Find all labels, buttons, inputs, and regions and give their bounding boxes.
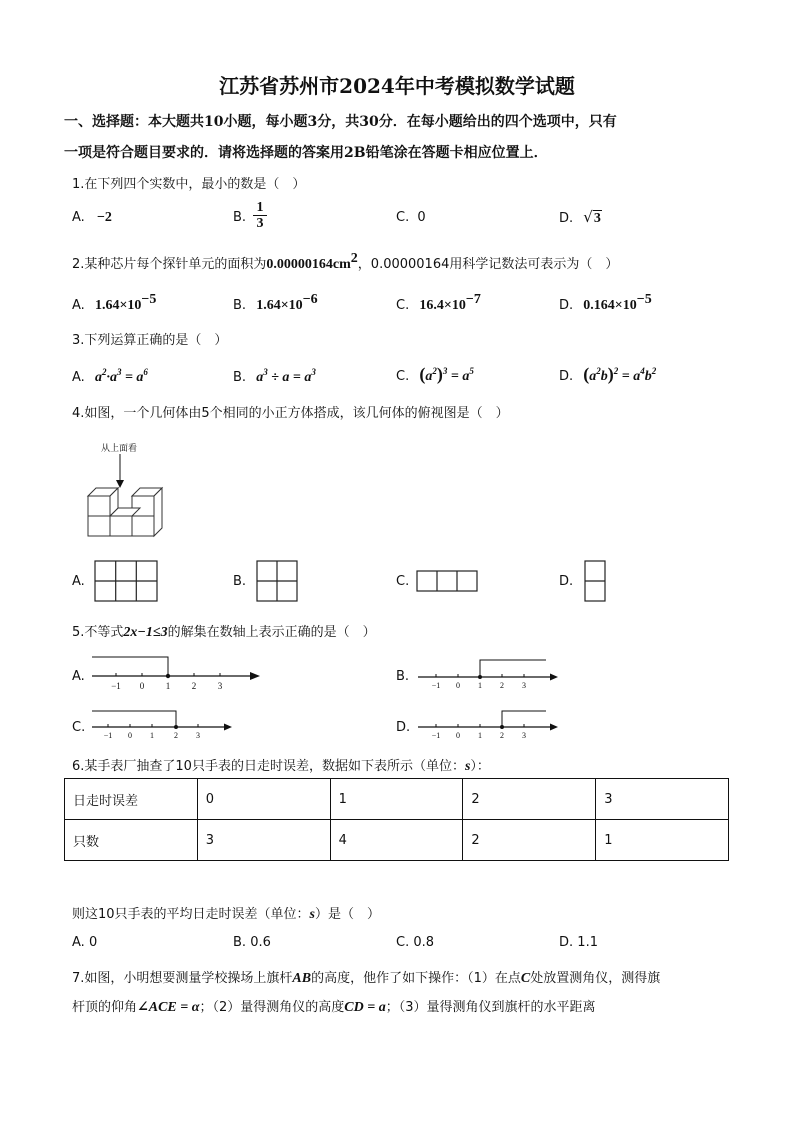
q3-option-a-label: A. (72, 370, 85, 385)
table-cell: 3 (197, 820, 330, 861)
q1-option-b-label: B. (233, 210, 247, 225)
q6-question-pre: 则这10只手表的平均日走时误差（单位： (72, 907, 310, 922)
q2-option-c-label: C. (396, 298, 410, 313)
q6-data-table (64, 778, 729, 861)
table-cell: 只数 (65, 820, 198, 861)
q2-option-c-exp: −7 (465, 292, 481, 307)
tick-label: 2 (500, 681, 504, 690)
q7-line1-a: 7.如图，小明想要测量学校操场上旗杆 (72, 971, 293, 986)
q3-option-c (396, 364, 474, 385)
q6-option-d-value: 1.1 (577, 935, 598, 950)
q5-stem (72, 621, 376, 641)
table-cell: 2 (463, 820, 596, 861)
q7-line2 (72, 996, 595, 1016)
page-title: 江苏省苏州市2024年中考模拟数学试题 (219, 74, 575, 98)
tick-label: 0 (139, 681, 145, 691)
tick-label: 1 (478, 681, 482, 690)
q5-option-a-label: A. (72, 669, 85, 684)
tick-label: −1 (431, 731, 441, 740)
section-header-line2: 一项是符合题目要求的．请将选择题的答案用2B铅笔涂在答题卡相应位置上． (64, 145, 548, 161)
q2-option-c-base: 16.4×10 (419, 298, 466, 313)
q2-option-d-exp: −5 (636, 292, 652, 307)
q4-option-c-label: C. (396, 574, 410, 589)
q7-line1-d: 处放置测角仪，测得旗 (530, 971, 661, 986)
tick-label: −1 (111, 681, 121, 691)
q2-option-a (72, 292, 156, 314)
table-cell: 2 (463, 779, 596, 820)
q2-option-b-base: 1.64×10 (256, 298, 303, 313)
tick-label: 1 (165, 681, 171, 691)
tick-label: −1 (103, 731, 113, 740)
q6-stem-pre: 6.某手表厂抽查了10只手表的日走时误差，数据如下表所示（单位： (72, 759, 465, 774)
q6-stem-post: ）： (470, 759, 490, 774)
q2-stem-post: ，0.00000164用科学记数法可表示为（ ） (357, 257, 619, 272)
q3-option-c-expr: $(a^2)^3 = a^5$ (419, 364, 474, 384)
q7-line2-angle: ∠ACE = α (137, 1000, 200, 1015)
q2-stem (72, 251, 618, 273)
q2-stem-pre: 2.某种芯片每个探针单元的面积为 (72, 257, 267, 272)
tick-label: 3 (522, 731, 526, 740)
q1-fraction-numerator: 1 (253, 200, 267, 216)
tick-label: 1 (150, 731, 154, 740)
q4-option-a-label: A. (72, 574, 85, 589)
q5-option-c-label: C. (72, 720, 86, 735)
table-cell: 1 (596, 820, 729, 861)
q7-line1-b: 的高度，他作了如下操作：（1）在点 (311, 971, 521, 986)
q3-option-a (72, 367, 148, 386)
q1-option-d-label: D. (559, 211, 574, 226)
table-cell: 日走时误差 (65, 779, 198, 820)
tick-label: 1 (478, 731, 482, 740)
q1-option-c-value: 0 (417, 210, 426, 225)
q2-option-b (233, 292, 318, 314)
q6-option-d-label: D. (559, 935, 574, 950)
q1-option-a (72, 210, 112, 226)
tick-label: 3 (522, 681, 526, 690)
table-cell: 1 (330, 779, 463, 820)
table-cell: 3 (596, 779, 729, 820)
q5-option-b-numberline (416, 656, 560, 692)
table-cell: 0 (197, 779, 330, 820)
q6-option-c (396, 935, 434, 950)
q1-stem: 1.在下列四个实数中，最小的数是（ ） (72, 177, 306, 192)
q1-option-a-label: A. (72, 210, 85, 225)
q6-question (72, 903, 380, 923)
q3-option-a-expr: $a^2\cdot a^3 = a^6$ (94, 367, 148, 385)
q1-option-d (559, 208, 602, 227)
q6-option-d (559, 935, 598, 950)
q5-option-b-label: B. (396, 669, 410, 684)
radical-icon: √ (583, 208, 593, 226)
tick-label: 0 (128, 731, 132, 740)
q5-stem-math: 2x−1≤3 (123, 625, 168, 640)
q1-option-c (396, 210, 426, 225)
q2-stem-math: 0.00000164cm (266, 257, 351, 272)
q6-option-a-label: A. (72, 935, 85, 950)
q3-option-d-expr: $(a^2b)^2 = a^4b^2$ (583, 364, 657, 384)
q6-option-b-label: B. (233, 935, 247, 950)
q5-option-a-numberline (90, 654, 262, 694)
q3-option-b-label: B. (233, 370, 247, 385)
q6-option-a (72, 935, 97, 950)
q6-option-b (233, 935, 271, 950)
q7-line2-a: 杆顶的仰角 (72, 1000, 138, 1015)
q6-option-a-value: 0 (88, 935, 98, 950)
q4-stem: 4.如图，一个几何体由5个相同的小正方体搭成，该几何体的俯视图是（ ） (72, 406, 509, 421)
q7-line1-ab: AB (292, 971, 312, 986)
q4-solid-figure (80, 452, 160, 542)
q7-line1-c: C (520, 971, 531, 986)
q7-line2-cd: CD = a (344, 1000, 386, 1015)
q2-option-a-base: 1.64×10 (94, 298, 142, 313)
q4-option-c-figure (416, 570, 478, 592)
q2-option-d-label: D. (559, 298, 574, 313)
q4-option-b-figure (256, 560, 298, 602)
table-row (65, 820, 729, 861)
q5-stem-pre: 5.不等式 (72, 625, 124, 640)
q2-option-d-base: 0.164×10 (583, 298, 637, 313)
table-cell: 4 (330, 820, 463, 861)
section-header-line1: 一、选择题：本大题共10小题，每小题3分，共30分．在每小题给出的四个选项中，只有 (64, 114, 617, 130)
q6-question-unit: s (309, 907, 315, 922)
q6-stem (72, 755, 490, 775)
q2-option-a-label: A. (72, 298, 85, 313)
tick-label: −1 (431, 681, 441, 690)
tick-label: 3 (196, 731, 200, 740)
q6-option-b-value: 0.6 (250, 935, 271, 950)
tick-label: 0 (456, 731, 460, 740)
q5-option-c-numberline (90, 708, 234, 744)
q1-fraction-denominator: 3 (256, 216, 264, 231)
q3-option-d-label: D. (559, 369, 574, 384)
q3-option-c-label: C. (396, 369, 410, 384)
table-row (65, 779, 729, 820)
tick-label: 0 (456, 681, 460, 690)
q1-fraction (253, 200, 267, 232)
q2-option-d (559, 292, 652, 314)
q5-stem-post: 的解集在数轴上表示正确的是（ ） (167, 625, 376, 640)
tick-label: 2 (500, 731, 504, 740)
q4-option-d-label: D. (559, 574, 574, 589)
tick-label: 2 (191, 681, 197, 691)
q6-option-c-value: 0.8 (413, 935, 435, 950)
q4-option-b-label: B. (233, 574, 247, 589)
q2-option-b-label: B. (233, 298, 247, 313)
q6-option-c-label: C. (396, 935, 410, 950)
q2-option-a-exp: −5 (141, 292, 157, 307)
q6-unit: s (464, 759, 471, 774)
tick-label: 2 (174, 731, 178, 740)
q7-line2-c: ；（3）量得测角仪到旗杆的水平距离 (385, 1000, 596, 1015)
q7-line2-b: ；（2）量得测角仪的高度 (199, 1000, 345, 1015)
q2-stem-exp: 2 (350, 251, 358, 266)
q3-stem: 3.下列运算正确的是（ ） (72, 333, 228, 348)
q7-line1 (72, 967, 660, 987)
q1-option-d-value: 3 (593, 211, 601, 226)
q4-option-d-figure (584, 560, 606, 602)
q2-option-b-exp: −6 (302, 292, 318, 307)
q3-option-b-expr: $a^3 \div a = a^3$ (256, 367, 316, 385)
q3-option-d (559, 364, 656, 385)
tick-label: 3 (217, 681, 223, 691)
q6-question-post: ）是（ ） (315, 907, 381, 922)
q3-option-b (233, 367, 316, 386)
q4-view-label: 从上面看 (101, 444, 138, 454)
q2-option-c (396, 292, 481, 314)
q5-option-d-numberline (416, 708, 560, 744)
q4-option-a-figure (94, 560, 158, 602)
q5-option-d-label: D. (396, 720, 411, 735)
q1-option-c-label: C. (396, 210, 410, 225)
q1-option-a-value: −2 (96, 210, 112, 225)
